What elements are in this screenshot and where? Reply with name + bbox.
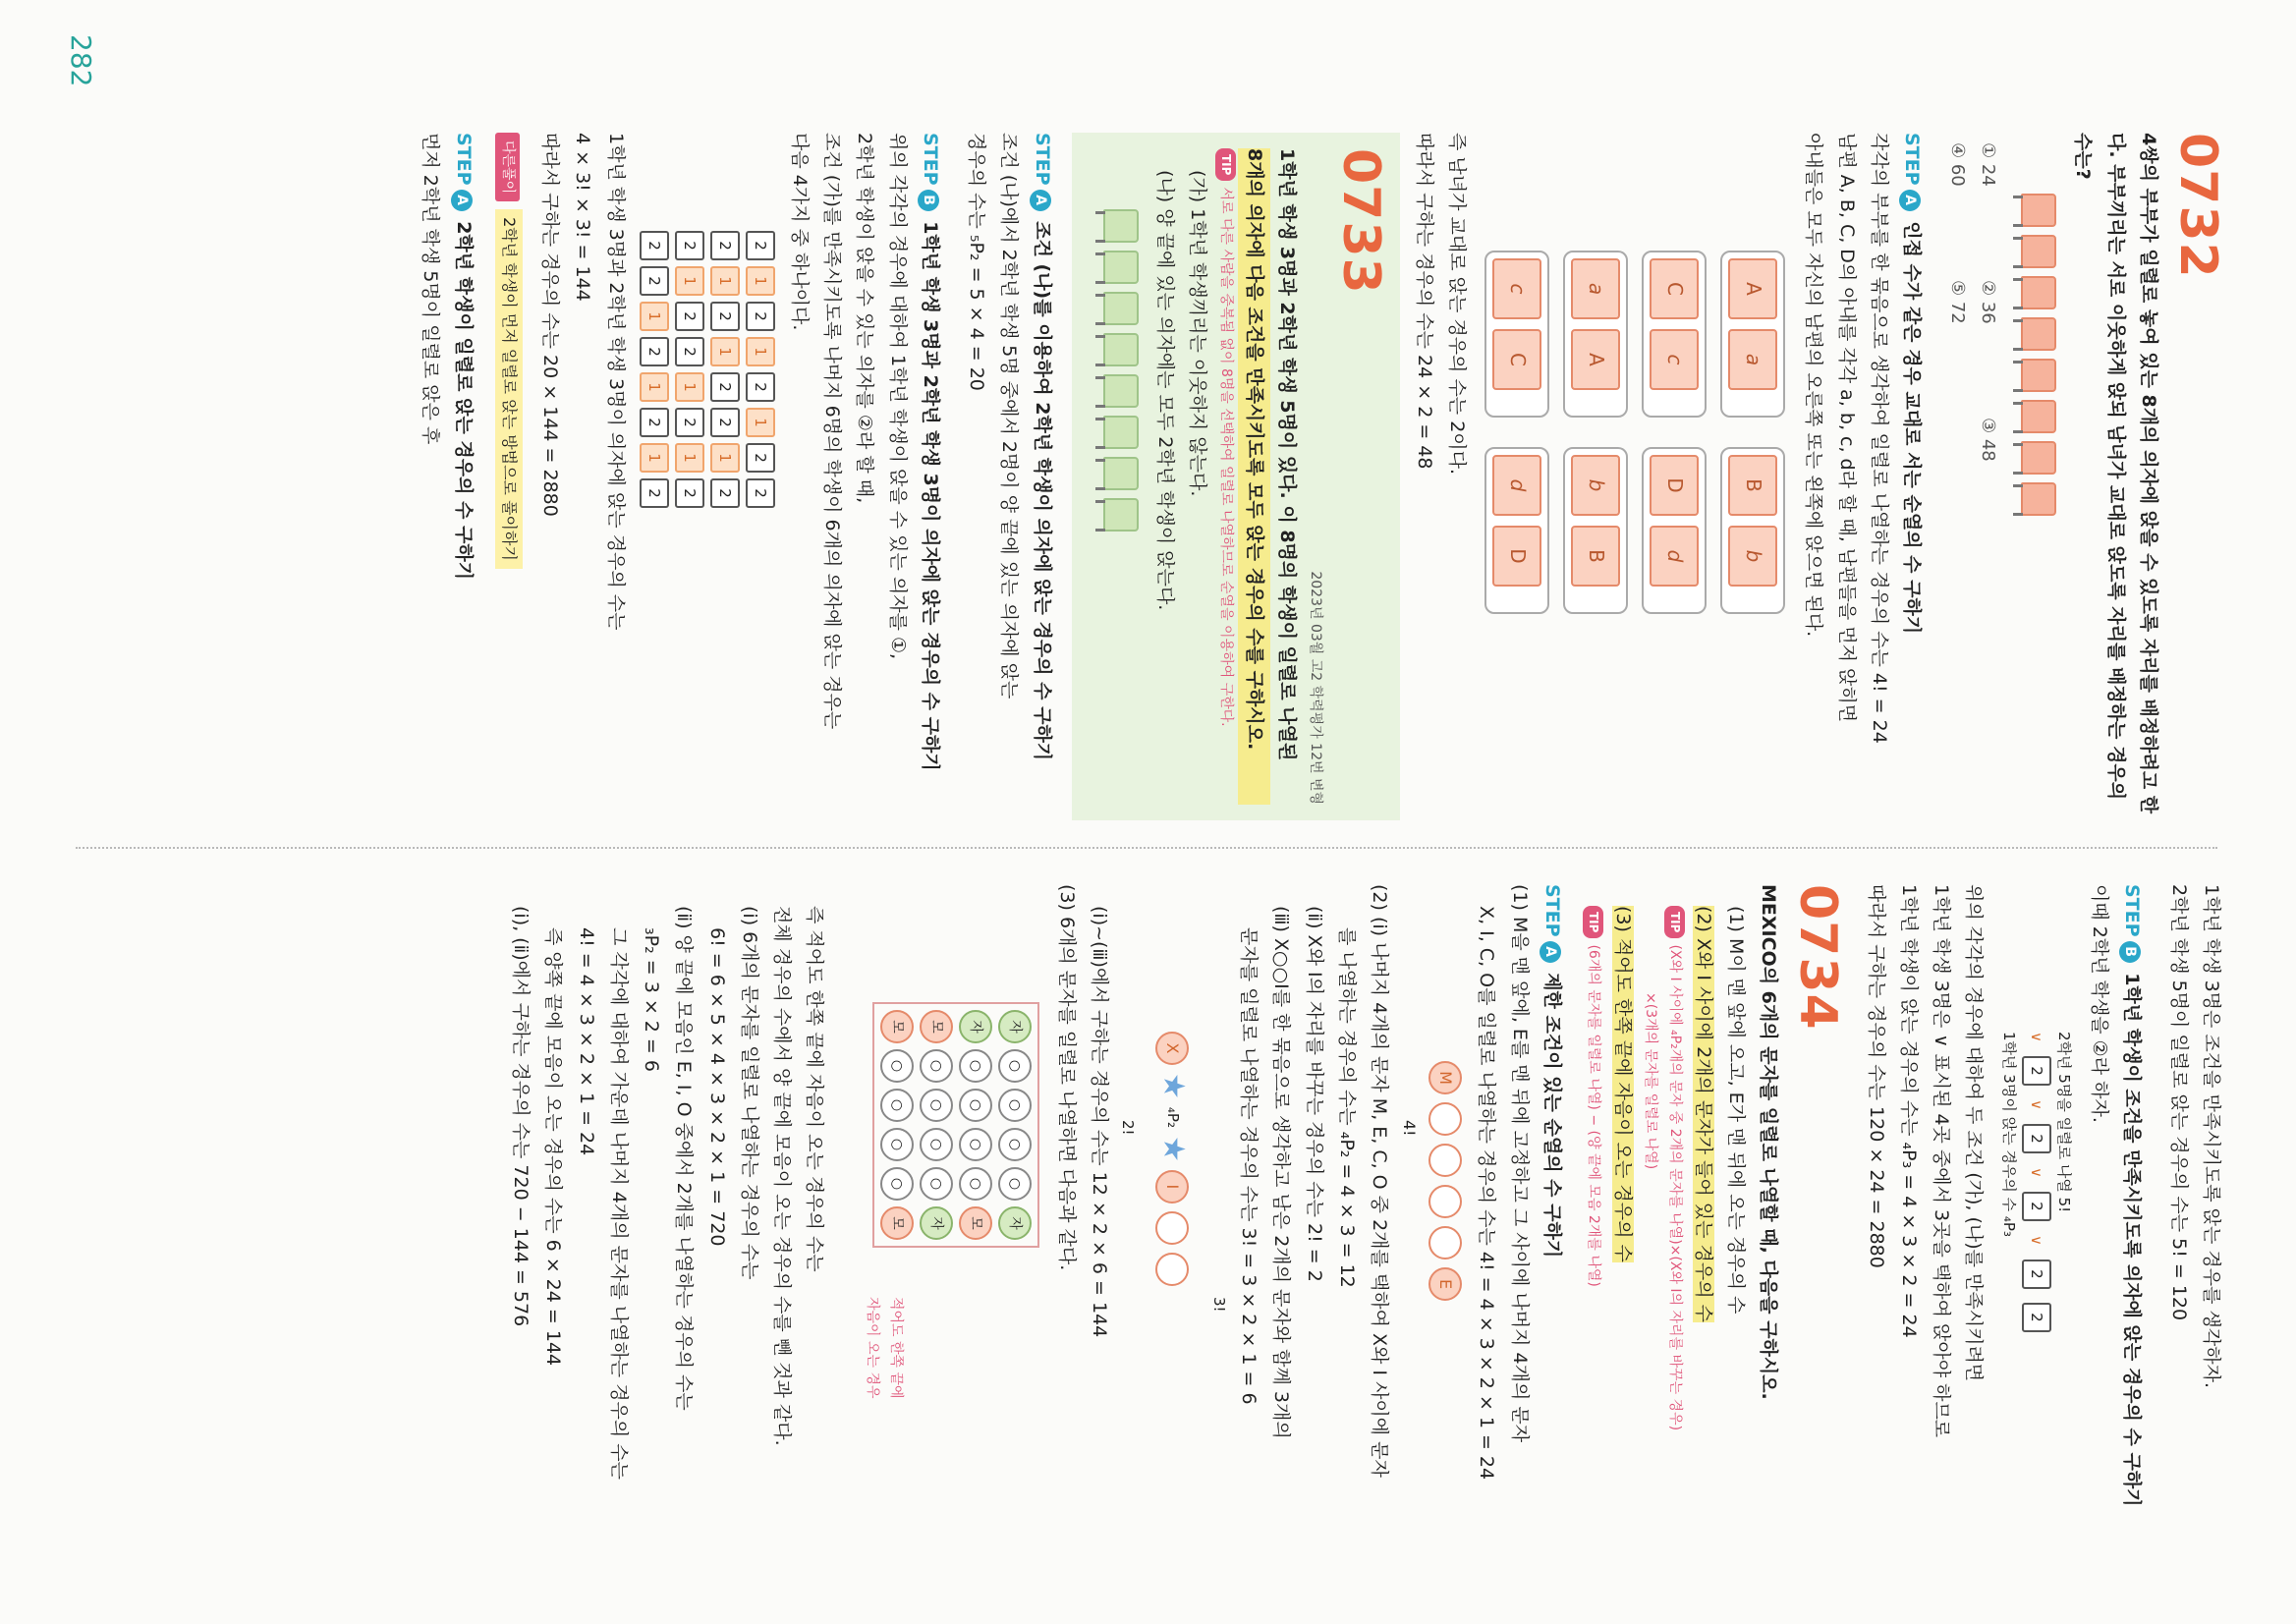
- solution-line: (ⅰ) 6개의 문자를 일렬로 나열하는 경우의 수는: [739, 906, 760, 1280]
- letter-slot: ○: [960, 1128, 993, 1161]
- letter-slot: ○: [999, 1167, 1033, 1201]
- seat-box: 1: [710, 443, 740, 473]
- solution-line: 즉 적어도 한쪽 끝에 자음이 오는 경우의 수는: [804, 906, 826, 1272]
- step-a-icon: A: [1030, 190, 1051, 211]
- seat-arrangement-grid: [640, 231, 775, 820]
- solution-line: 4! = 4 × 3 × 2 × 1 = 24: [575, 927, 597, 1156]
- letter-slot: ○: [960, 1167, 993, 1201]
- star-icon: ★: [1155, 1135, 1191, 1162]
- seat-box: 2: [640, 231, 669, 260]
- solution-line: 먼저 2학년 학생 5명이 일렬로 앉은 후: [420, 133, 442, 445]
- seat-box: 1: [746, 266, 775, 296]
- solution-line: 2학년 학생이 앉을 수 있는 의자를 ②라 할 때,: [854, 133, 876, 504]
- choice-2[interactable]: ② 36: [1978, 280, 1999, 324]
- step-a-icon: A: [451, 190, 473, 211]
- couple-pair: B b: [1720, 447, 1785, 614]
- solution-line: 따라서 구하는 경우의 수는 24 × 2 = 48: [1414, 133, 1435, 470]
- chair: [2013, 480, 2056, 514]
- seat-box: 1: [675, 266, 704, 296]
- problem-0733-step-a: STEPA 조건 (나)를 이용하여 2학년 학생이 의자에 앉는 경우의 수 구하기: [1031, 133, 1053, 761]
- letter-slot: 자: [999, 1010, 1033, 1043]
- seat-box: 2: [675, 231, 704, 260]
- problem-0733-step-b: STEPB 1학년 학생 3명과 2학년 학생 3명이 의자에 앉는 경우의 수 구하기: [920, 133, 941, 771]
- star-icon: ★: [1155, 1073, 1191, 1099]
- letter-slot: ○: [921, 1128, 954, 1161]
- chair: [1095, 249, 1139, 282]
- letter-slot: 모: [921, 1010, 954, 1043]
- solution-line: (ⅱ) X와 I의 자리를 바꾸는 경우의 수는 2! = 2: [1303, 906, 1325, 1282]
- solution-line: 전체 경우의 수에서 양 끝에 모음이 오는 경우의 수를 뺀 것과 같다.: [771, 906, 794, 1446]
- seat-box: 1: [640, 443, 669, 473]
- chair: [1095, 496, 1139, 530]
- problem-0732-step-a: [1895, 133, 1928, 820]
- tip-badge: TIP: [1215, 148, 1236, 181]
- letter-slot: ○: [921, 1089, 954, 1122]
- solution-line: X, I, C, O를 일렬로 나열하는 경우의 수는 4! = 4 × 3 × 2 × 1 = 24: [1476, 906, 1498, 1481]
- step-tag: STEP: [1901, 133, 1924, 186]
- seat-box: 1: [640, 302, 669, 331]
- problem-0732-number: 0732: [2168, 133, 2227, 279]
- letter-slot: ○: [881, 1049, 915, 1083]
- solution-line: 위의 각각의 경우에 대하여 두 조건 (가), (나)를 만족시키려면: [1963, 884, 1986, 1382]
- seat-row: [710, 231, 740, 820]
- xi-bottom-label: 2!: [1119, 1120, 1138, 1136]
- seat-box: 2: [746, 372, 775, 402]
- chair: [1095, 455, 1139, 488]
- choice-4[interactable]: ④ 60: [1946, 142, 1968, 187]
- solution-line: 4 × 3! × 3! = 144: [572, 133, 594, 302]
- choice-1[interactable]: ① 24: [1978, 142, 1999, 187]
- problem-0734-number: 0734: [1788, 884, 1848, 1031]
- step-a-title: 인접 수가 같은 경우 교대로 서는 순열의 수 구하기: [1901, 221, 1924, 635]
- letter-slot: ○: [921, 1167, 954, 1201]
- chair: [1095, 290, 1139, 323]
- page-number: 282: [65, 34, 97, 87]
- subquestion-2-tip-cont: ×(3개의 문자를 일렬로 나열): [1643, 992, 1659, 1170]
- vowel-grid-note: 적어도 한쪽 끝에 자음이 오는 경우: [865, 1297, 905, 1399]
- seat-box: 2: [640, 408, 669, 437]
- step-b-icon: B: [2120, 941, 2142, 963]
- seat-box: 2: [675, 478, 704, 508]
- letter-slot: ○: [960, 1049, 993, 1083]
- letter-slot: ○: [999, 1128, 1033, 1161]
- seat-box: 2: [640, 337, 669, 366]
- seat-box: 2: [710, 408, 740, 437]
- seat-box: 2: [746, 231, 775, 260]
- chair: [2013, 357, 2056, 390]
- problem-0733-box: [1072, 133, 1400, 820]
- chair: [1095, 372, 1139, 406]
- seat-box: 2: [710, 478, 740, 508]
- seat-box: 2: [675, 408, 704, 437]
- xi-top-label: 3!: [1210, 1297, 1228, 1313]
- chair: [2013, 192, 2056, 225]
- chair: [2013, 274, 2056, 308]
- step-a-icon: A: [1899, 190, 1921, 211]
- problem-0733-chair-row: [1095, 207, 1139, 805]
- seat-box: 2: [710, 372, 740, 402]
- seat-box: 1: [710, 337, 740, 366]
- seat-box: 2: [640, 266, 669, 296]
- letter-slot: ○: [881, 1089, 915, 1122]
- solution-line: (ⅰ), (ⅱ)에서 구하는 경우의 수는 720 − 144 = 576: [510, 906, 532, 1327]
- mexico-factorial-label: 4!: [1400, 1120, 1420, 1137]
- seat-box: 2: [640, 478, 669, 508]
- chair: [1095, 331, 1139, 364]
- problem-0734-question: MEXICO의 6개의 문자를 일렬로 나열할 때, 다음을 구하시오.: [1758, 884, 1780, 1400]
- letter-slot: 자: [960, 1010, 993, 1043]
- condition-a: (가) 1학년 학생끼리는 이웃하지 않는다.: [1187, 170, 1209, 497]
- other-solution-header: 다른풀이2학년 학생이 먼저 일렬로 앉는 방법으로 풀이하기: [493, 133, 526, 820]
- solution-line: 위의 각각의 경우에 대하여 1학년 학생이 앉을 수 있는 의자를 ①,: [886, 133, 909, 660]
- couple-pair: D d: [1642, 447, 1707, 614]
- seat-box: 1: [675, 372, 704, 402]
- solution-line: 1학년 학생 3명과 2학년 학생 3명이 의자에 앉는 경우의 수는: [604, 133, 627, 631]
- chair: [2013, 439, 2056, 473]
- solution-line: ₃P₂ = 3 × 2 = 6: [641, 927, 663, 1072]
- solution-line: 6! = 6 × 5 × 4 × 3 × 2 × 1 = 720: [705, 927, 728, 1247]
- seat-box: 2: [746, 302, 775, 331]
- problem-0733-number: 0733: [1330, 148, 1390, 295]
- problem-0732-chair-row: [2013, 192, 2056, 820]
- seat-box: 1: [746, 408, 775, 437]
- xi-block-diagram: X ★ ₄P₂ ★ I: [1147, 1032, 1199, 1552]
- arrangement-diagram: 2학년 5명을 일렬로 나열 5! ∨ 2 ∨ 2 ∨ 2 ∨ 2 2 1학년 3명이 앉는 경우의 수 ₄P₃: [1996, 1032, 2078, 1552]
- seat-row: [675, 231, 704, 820]
- couple-pair: a A: [1563, 251, 1628, 418]
- couple-pair: A a: [1720, 251, 1785, 418]
- solution-line: 1학년 학생 3명은 ∨ 표시된 4곳 중에서 3곳을 택하여 앉아야 하므로: [1931, 884, 1953, 1438]
- problem-0734-step-a: STEPA 제한 조건이 있는 순열의 수 구하기: [1541, 884, 1563, 1259]
- seat-row: [640, 231, 669, 820]
- subquestion-3-tip: TIP(6개의 문자를 일렬로 나열) − (양 끝에 모음 2개를 나열): [1582, 884, 1606, 1552]
- letter-slot: ○: [921, 1049, 954, 1083]
- choice-3[interactable]: ③ 48: [1978, 418, 1999, 462]
- solution-line: 각각의 부부를 한 묶음으로 생각하여 일렬로 나열하는 경우의 수는 4! = 24: [1869, 133, 1890, 744]
- solution-line: 문자를 일렬로 나열하는 경우의 수는 3! = 3 × 2 × 1 = 6: [1238, 927, 1260, 1405]
- seat-box: 2: [710, 302, 740, 331]
- solution-line: 를 나열하는 경우의 수는 ₄P₂ = 4 × 3 = 12: [1336, 927, 1358, 1288]
- left-column: [414, 133, 2227, 820]
- seat-box: 2: [710, 231, 740, 260]
- solution-line: 따라서 구하는 경우의 수는 120 × 24 = 2880: [1865, 884, 1887, 1268]
- solution-line: (3) 6개의 문자를 일렬로 나열하면 다음과 같다.: [1055, 884, 1078, 1271]
- seat-box: 2: [746, 443, 775, 473]
- solution-line: (ⅱ) 양 끝에 모음인 E, I, O 중에서 2개를 나열하는 경우의 수는: [673, 906, 696, 1411]
- seat-box: 1: [710, 266, 740, 296]
- couple-seating-diagram: [1484, 251, 1785, 820]
- letter-slot: ○: [960, 1089, 993, 1122]
- column-divider: [76, 847, 2217, 849]
- solution-line: 이때 2학년 학생을 ②라 하자.: [2089, 884, 2111, 1123]
- letter-slot: 모: [960, 1206, 993, 1240]
- solution-line: (2) (ⅰ) 나머지 4개의 문자 M, E, C, O 중 2개를 택하여 X와 I 사이에 문자: [1369, 884, 1391, 1478]
- solution-line: 경우의 수는 ₅P₂ = 5 × 4 = 20: [966, 133, 988, 391]
- letter-slot: 자: [999, 1206, 1033, 1240]
- subquestion-2: (2) X와 I 사이에 2개의 문자가 들어 있는 경우의 수: [1693, 906, 1714, 1322]
- subquestion-2-tip: TIP(X와 I 사이에 ₄P₂개의 문자 중 2개의 문자를 나열)×(X와 I의 자리를 바꾸는 경우): [1662, 884, 1687, 1552]
- couple-pair: d D: [1484, 447, 1549, 614]
- solution-line: 즉 양쪽 끝에 모음이 오는 경우의 수는 6 × 24 = 144: [542, 927, 565, 1367]
- chair: [1095, 207, 1139, 241]
- solution-line: 1학년 학생 3명은 조건을 만족시키도록 앉는 경우를 생각하자.: [2201, 884, 2222, 1388]
- solution-line: 조건 (나)에서 2학년 학생 5명 중에서 2명이 양 끝에 있는 의자에 앉는: [998, 133, 1021, 700]
- seat-box: 1: [640, 372, 669, 402]
- letter-slot: 자: [921, 1206, 954, 1240]
- problem-0733-question: 1학년 학생 3명과 2학년 학생 5명이 있다. 이 8명의 학생이 일렬로 나열된 8개의 의자에 다음 조건을 만족시키도록 모두 앉는 경우의 수를 구하시오.: [1238, 148, 1304, 805]
- letter-slot: ○: [881, 1167, 915, 1201]
- couple-pair: b B: [1563, 447, 1628, 614]
- seat-box: 2: [746, 478, 775, 508]
- problem-0733-tip: TIP서로 다른 사람을 중복됨 없이 8명을 선택하여 일렬로 나열하므로 순열을 이용하여 구한다.: [1213, 148, 1238, 805]
- seat-box: 1: [675, 443, 704, 473]
- condition-b: (나) 양 끝에 있는 의자에는 모두 2학년 학생이 앉는다.: [1154, 170, 1176, 611]
- vowel-consonant-grid: [873, 1002, 1040, 1248]
- letter-slot: 모: [881, 1010, 915, 1043]
- problem-0733-source: 2023년 03월 고2 학력평가 12번 변형: [1307, 571, 1323, 805]
- chair: [2013, 233, 2056, 266]
- solution-line: (ⅰ)~(ⅲ)에서 구하는 경우의 수는 12 × 2 × 6 = 144: [1089, 906, 1110, 1338]
- subquestion-1: (1) M이 맨 앞에 오고, E가 맨 뒤에 오는 경우의 수: [1725, 906, 1748, 1315]
- seat-box: 2: [675, 337, 704, 366]
- solution-line: 2학년 학생 5명이 일렬로 앉는 경우의 수는 5! = 120: [2167, 884, 2190, 1321]
- solution-line: 즉 남녀가 교대로 앉는 경우의 수는 2이다.: [1446, 133, 1469, 476]
- letter-slot: ○: [999, 1049, 1033, 1083]
- solution-line: (1) M을 맨 앞에, E를 맨 뒤에 고정하고 그 사이에 나머지 4개의 문자: [1508, 884, 1531, 1443]
- solution-line: 아내들은 모두 자신의 남편의 오른쪽 또는 왼쪽에 앉으면 된다.: [1803, 133, 1825, 638]
- mexico-arrangement-diagram: M E: [1428, 1061, 1462, 1552]
- couple-pair: C c: [1642, 251, 1707, 418]
- right-column: [504, 884, 2227, 1552]
- other-solution-step-a: STEPA 2학년 학생이 일렬로 앉는 경우의 수 구하기: [452, 133, 475, 581]
- letter-slot: 모: [881, 1206, 915, 1240]
- letter-slot: ○: [881, 1128, 915, 1161]
- seat-row: [746, 231, 775, 820]
- seat-box: 2: [675, 302, 704, 331]
- problem-0732-question: 4쌍의 부부가 일렬로 놓여 있는 8개의 의자에 앉을 수 있도록 자리를 배정하려고 한다. 부부끼리는 서로 이웃하게 앉되 남녀가 교대로 앉도록 자리를 배정하는 경우의 수는?: [2072, 133, 2159, 814]
- solution-line: 1학년 학생이 앉는 경우의 수는 ₄P₃ = 4 × 3 × 2 = 24: [1898, 884, 1920, 1338]
- problem-0732-choices: [1941, 142, 2003, 820]
- choice-5[interactable]: ⑤ 72: [1946, 280, 1968, 324]
- step-a-icon: A: [1540, 941, 1561, 963]
- chair: [1095, 414, 1139, 447]
- couple-pair: c C: [1484, 251, 1549, 418]
- solution-line: 조건 (가)를 만족시키도록 나머지 6명의 학생이 6개의 의자에 앉는 경우는: [821, 133, 844, 730]
- solution-line: 따라서 구하는 경우의 수는 20 × 144 = 2880: [539, 133, 562, 517]
- chair: [2013, 398, 2056, 431]
- step-b-icon: B: [918, 190, 939, 211]
- letter-slot: ○: [999, 1089, 1033, 1122]
- subquestion-3: (3) 적어도 한쪽 끝에 자음이 오는 경우의 수: [1611, 906, 1634, 1262]
- solution-line: 다음 4가지 중 하나이다.: [789, 133, 811, 331]
- solution-line: 남편 A, B, C, D의 아내를 각각 a, b, c, d라 할 때, 남편들을 먼저 앉히면: [1835, 133, 1858, 723]
- chair: [2013, 315, 2056, 349]
- seat-box: 1: [746, 337, 775, 366]
- other-solution-badge: 다른풀이: [496, 133, 521, 201]
- continued-step-b: STEPB 1학년 학생이 조건을 만족시키도록 의자에 앉는 경우의 수 구하기: [2121, 884, 2144, 1507]
- solution-line: (ⅲ) X○○I를 한 묶음으로 생각하고 남은 2개의 문자와 함께 3개의: [1270, 906, 1293, 1439]
- solution-line: 그 각각에 대하여 가운데 나머지 4개의 문자를 나열하는 경우의 수는: [608, 927, 630, 1481]
